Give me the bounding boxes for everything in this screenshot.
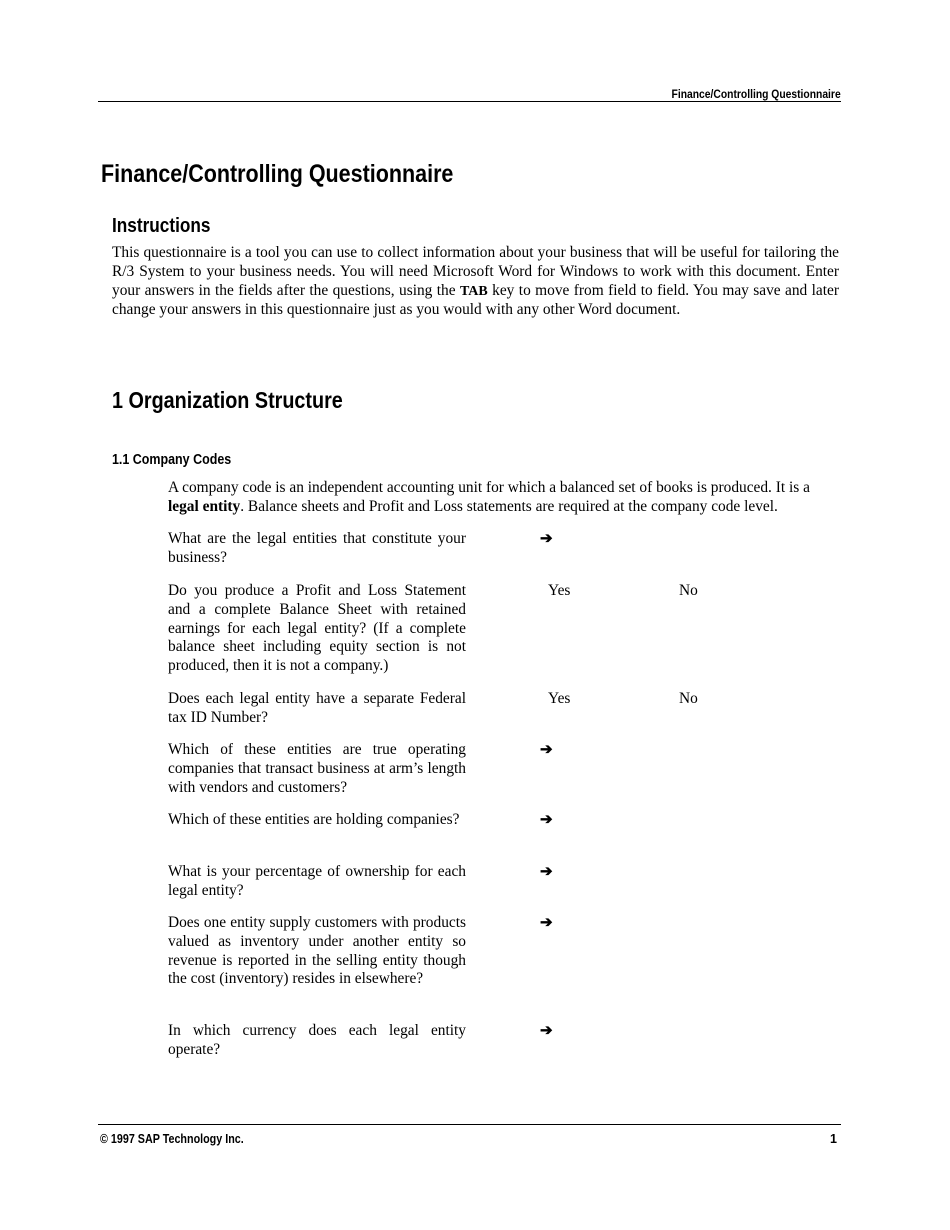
page-number: 1	[830, 1132, 837, 1146]
answer-field-arrow-icon[interactable]: ➔	[540, 531, 553, 547]
intro-text-part1: A company code is an independent accounting unit for which a balanced set of books is produced. It is a	[168, 479, 810, 496]
running-header-title: Finance/Controlling Questionnaire	[671, 87, 841, 101]
answer-yes-option[interactable]: Yes	[548, 582, 571, 599]
question-profit-loss-statement: Do you produce a Profit and Loss Statement and a complete Balance Sheet with retained earnings for each legal entity? (If a complete balance sheet including equity section is not produced, then it is not a company.)	[168, 582, 466, 675]
section-heading: 1 Organization Structure	[112, 387, 343, 413]
answer-field-arrow-icon[interactable]: ➔	[540, 742, 553, 758]
footer-divider	[98, 1124, 841, 1125]
instructions-heading: Instructions	[112, 215, 211, 237]
running-header	[98, 88, 841, 102]
company-code-intro	[168, 479, 839, 517]
answer-field-arrow-icon[interactable]: ➔	[540, 812, 553, 828]
legal-entity-term: legal entity	[168, 497, 241, 515]
question-operating-companies: Which of these entities are true operating companies that transact business at arm’s length with vendors and customers?	[168, 741, 466, 796]
subsection-heading: 1.1 Company Codes	[112, 452, 232, 468]
answer-field-arrow-icon[interactable]: ➔	[540, 864, 553, 880]
question-legal-entities: What are the legal entities that constitute your business?	[168, 530, 466, 566]
question-currency: In which currency does each legal entity operate?	[168, 1022, 466, 1058]
answer-no-option[interactable]: No	[679, 582, 698, 599]
answer-no-option[interactable]: No	[679, 690, 698, 707]
instructions-text-part1: This questionnaire is a tool you can use to collect information about your business that will be useful for tailoring the R/3 System to your business needs. You will need Microsoft Word for Windows to work with this document. Enter your answers in the fields after the questions, using the	[112, 244, 839, 299]
question-holding-companies: Which of these entities are holding companies?	[168, 811, 460, 828]
answer-field-arrow-icon[interactable]: ➔	[540, 915, 553, 931]
question-inventory-supply: Does one entity supply customers with products valued as inventory under another entity so revenue is reported in the selling entity though the cost (inventory) resides in elsewhere?	[168, 914, 466, 988]
page-title: Finance/Controlling Questionnaire	[101, 160, 454, 188]
answer-yes-option[interactable]: Yes	[548, 690, 571, 707]
instructions-paragraph	[112, 244, 839, 320]
intro-text-part2: . Balance sheets and Profit and Loss statements are required at the company code level.	[240, 497, 778, 515]
question-tax-id: Does each legal entity have a separate Federal tax ID Number?	[168, 690, 466, 726]
instructions-text-part2: key to move from field to field. You may save and later change your answers in this questionnaire just as you would with any other Word document.	[112, 281, 839, 319]
answer-field-arrow-icon[interactable]: ➔	[540, 1023, 553, 1039]
footer-copyright: © 1997 SAP Technology Inc.	[100, 1132, 244, 1146]
tab-key-label: TAB	[460, 283, 488, 299]
question-ownership-percentage: What is your percentage of ownership for each legal entity?	[168, 863, 466, 899]
